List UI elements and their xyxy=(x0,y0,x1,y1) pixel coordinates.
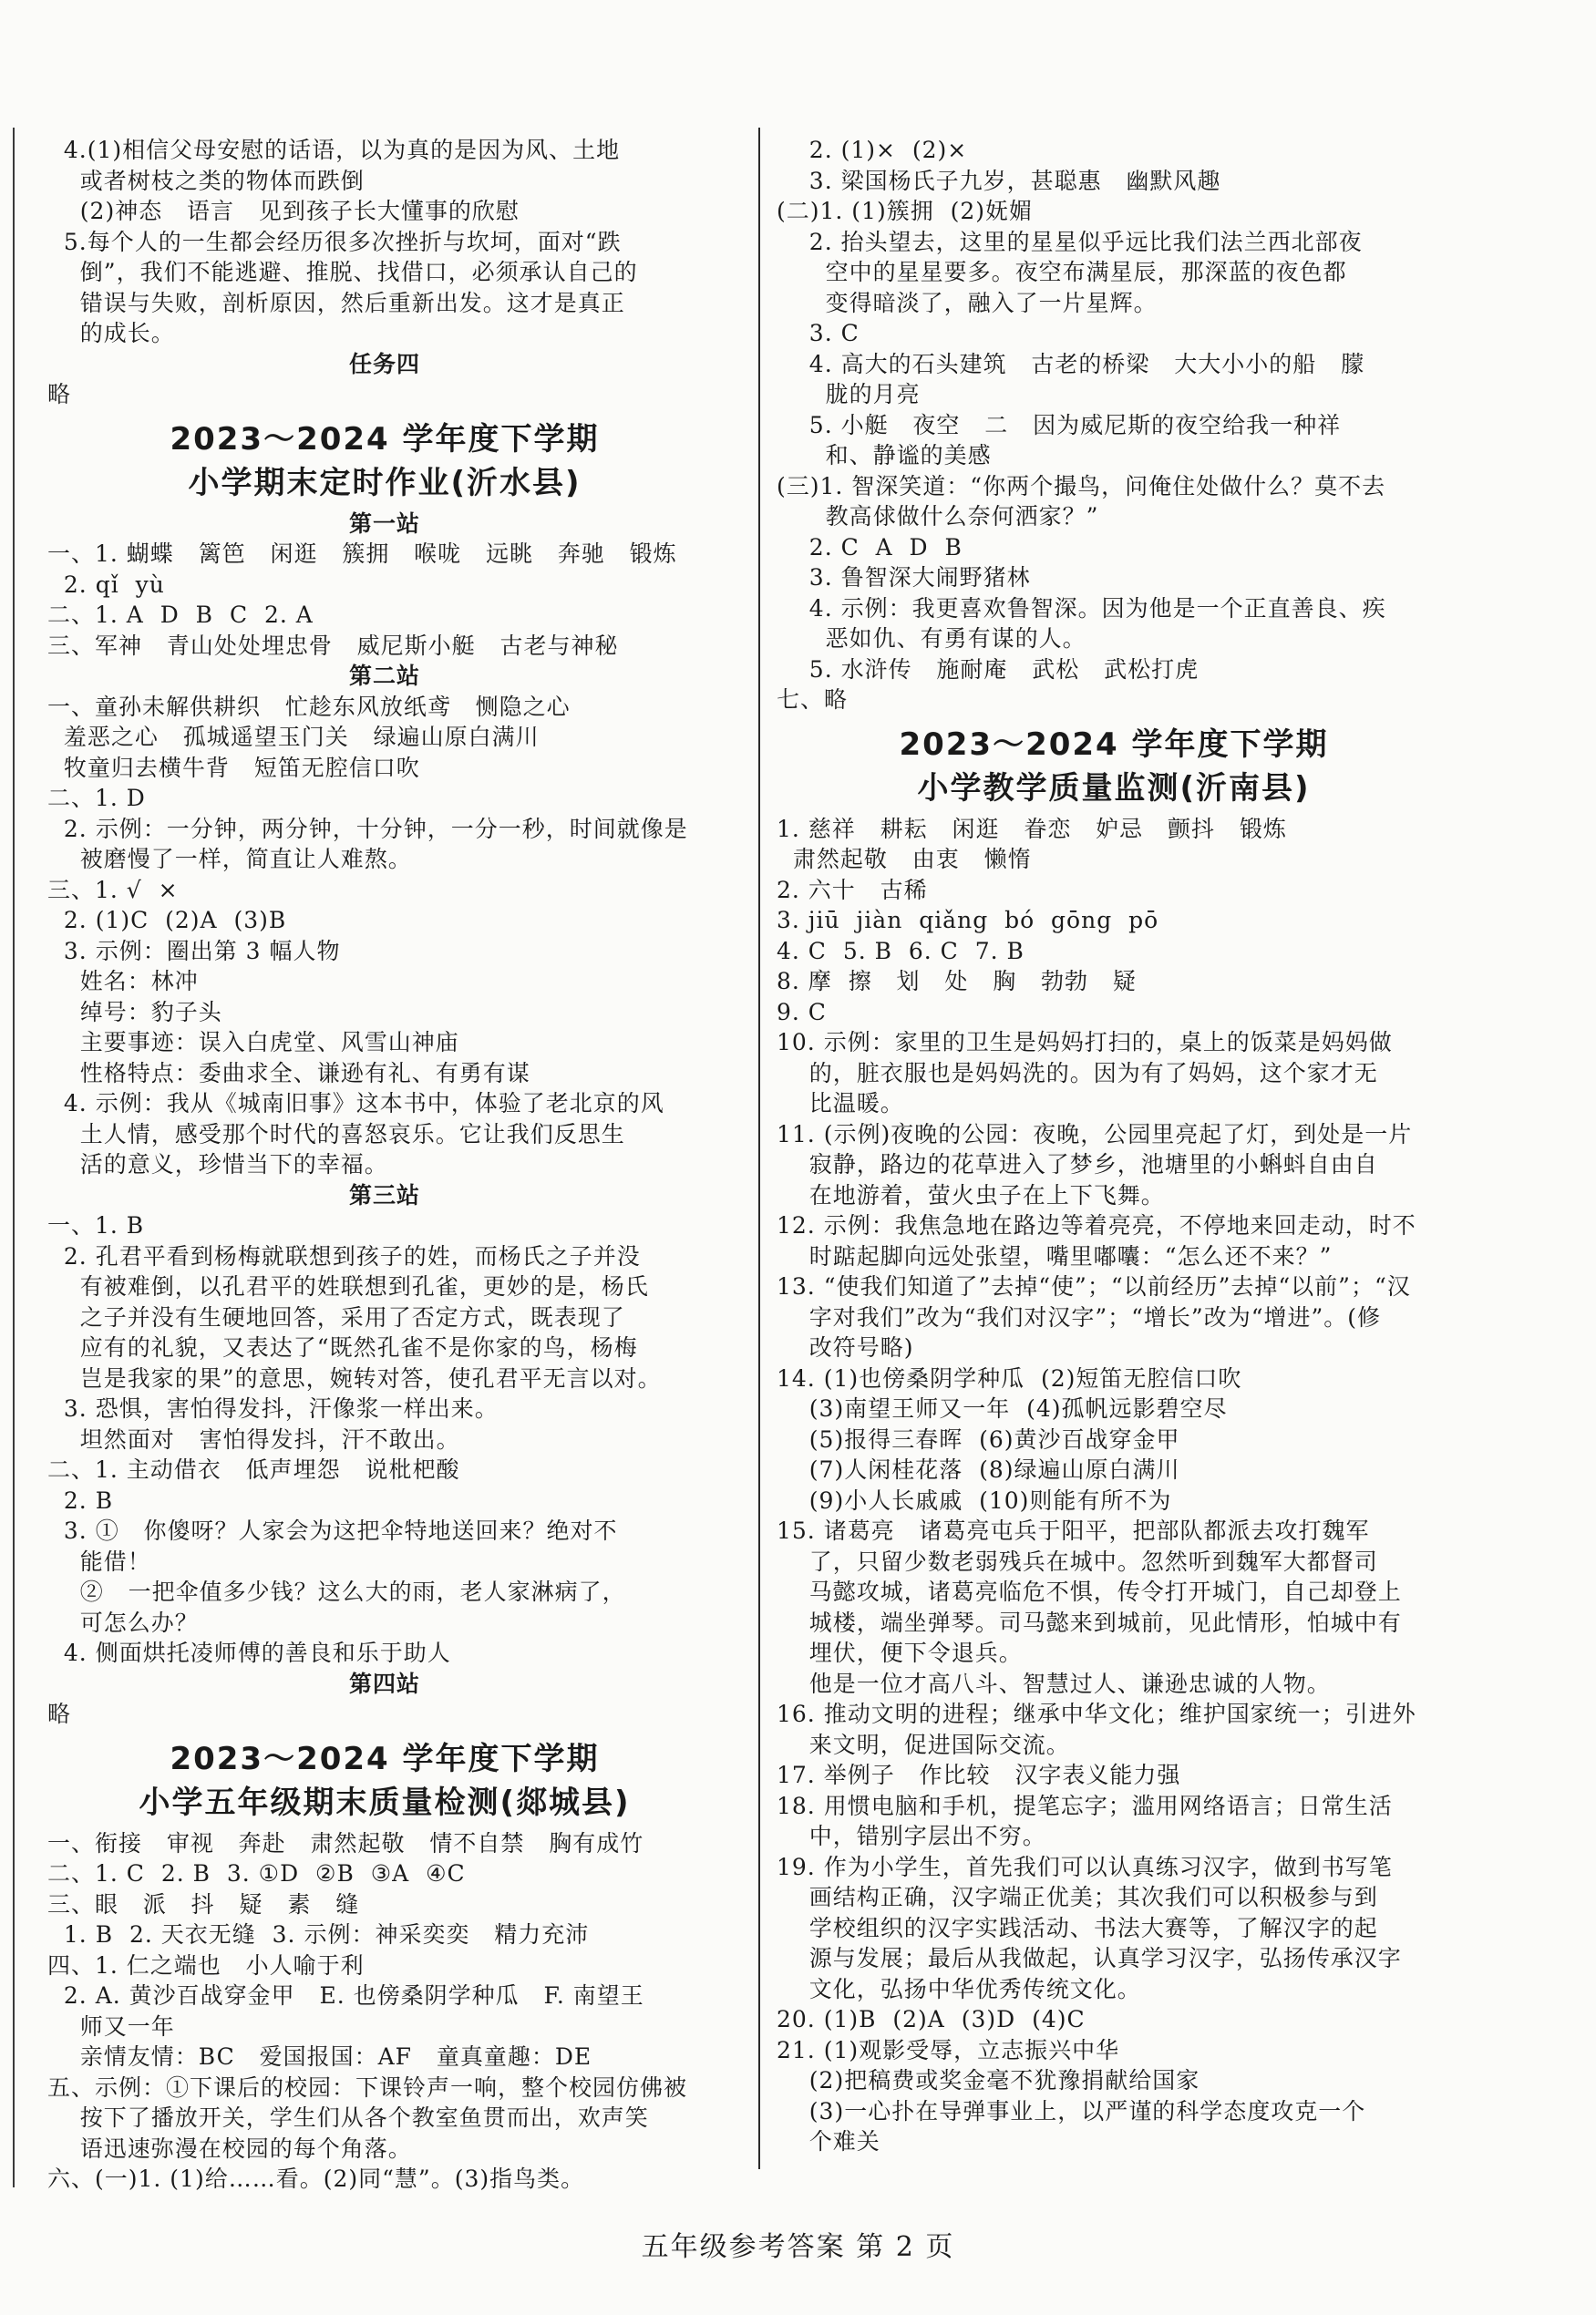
answer-line: 10. 示例：家里的卫生是妈妈打扫的，桌上的饭菜是妈妈做 xyxy=(777,1029,1393,1055)
answer-line: 一、衔接 审视 奔赴 肃然起敬 情不自禁 胸有成竹 xyxy=(47,1829,644,1857)
answer-line: 埋伏，便下令退兵。 xyxy=(777,1640,1023,1666)
answer-line: 个难关 xyxy=(777,2128,880,2155)
answer-line: 3. 示例：圈出第 3 幅人物 xyxy=(47,937,341,964)
answer-line: 在地游着，萤火虫子在上下飞舞。 xyxy=(777,1181,1165,1209)
answer-line: 12. 示例：我焦急地在路边等着亮亮，不停地来回走动，时不 xyxy=(777,1212,1416,1239)
answer-line: 1. B 2. 天衣无缝 3. 示例：神采奕奕 精力充沛 xyxy=(47,1921,590,1948)
answer-line: (2)神态 语言 见到孩子长大懂事的欣慰 xyxy=(47,198,520,224)
exam-subtitle: 小学五年级期末质量检测(郯城县) xyxy=(139,1784,631,1821)
answer-line: 21. (1)观影受辱，立志振兴中华 xyxy=(777,2036,1120,2063)
answer-line: 14. (1)也傍桑阴学种瓜 (2)短笛无腔信口吹 xyxy=(777,1364,1242,1392)
exam-subtitle: 小学教学质量监测(沂南县) xyxy=(917,769,1311,807)
answer-line: 坦然面对 害怕得发抖，汗不敢出。 xyxy=(47,1425,460,1453)
answer-line: 一、1. 蝴蝶 篱笆 闲逛 簇拥 喉咙 远眺 奔驰 锻炼 xyxy=(47,540,677,567)
exam-title: 2023～2024 学年度下学期 xyxy=(170,1740,600,1777)
exam-title: 2023～2024 学年度下学期 xyxy=(899,725,1329,763)
answer-line: 有被难倒，以孔君平的姓联想到孔雀，更妙的是，杨氏 xyxy=(47,1273,649,1300)
answer-line: 活的意义，珍惜当下的幸福。 xyxy=(47,1151,388,1178)
answer-line: 教高俅做什么奈何洒家？” xyxy=(777,503,1099,530)
answer-line: 二、1. 主动借衣 低声埋怨 说枇杷酸 xyxy=(47,1456,460,1483)
answer-line: (5)报得三春晖 (6)黄沙百战穿金甲 xyxy=(777,1425,1180,1453)
answer-line: 2. 示例：一分钟，两分钟，十分钟，一分一秒，时间就像是 xyxy=(47,815,688,842)
answer-line: 3. 鲁智深大闹野猪林 xyxy=(777,564,1031,591)
answer-line: 马懿攻城，诸葛亮临危不惧，传令打开城门，自己却登上 xyxy=(777,1579,1402,1605)
answer-line: 寂静，路边的花草进入了梦乡，池塘里的小蝌蚪自由自 xyxy=(777,1151,1378,1178)
answer-line: 错误与失败，剖析原因，然后重新出发。这才是真正 xyxy=(47,289,625,316)
answer-line: (二)1. (1)簇拥 (2)妩媚 xyxy=(777,198,1034,224)
answer-line: 倒”，我们不能逃避、推脱、找借口，必须承认自己的 xyxy=(47,259,638,285)
answer-line: 源与发展；最后从我做起，认真学习汉字，弘扬传承汉字 xyxy=(777,1945,1402,1971)
answer-line: 11. (示例)夜晚的公园：夜晚，公园里亮起了灯，到处是一片 xyxy=(777,1120,1413,1147)
answer-line: 性格特点：委曲求全、谦逊有礼、有勇有谋 xyxy=(47,1059,530,1086)
answer-line: 应有的礼貌，又表达了“既然孔雀不是你家的鸟，杨梅 xyxy=(47,1334,638,1361)
answer-line: 4.(1)相信父母安慰的话语，以为真的是因为风、土地 xyxy=(47,137,621,163)
answer-line: 土人情，感受那个时代的喜怒哀乐。它让我们反思生 xyxy=(47,1120,625,1147)
answer-line: 18. 用惯电脑和手机，提笔忘字；滥用网络语言；日常生活 xyxy=(777,1792,1393,1819)
answer-line: 一、童孙未解供耕织 忙趁东风放纸鸢 恻隐之心 xyxy=(47,693,571,720)
answer-line: 三、眼 派 抖 疑 素 缝 xyxy=(47,1890,360,1918)
answer-line: 恶如仇、有勇有谋的人。 xyxy=(777,625,1086,652)
answer-line: 3. jiū jiàn qiǎng bó gōng pō xyxy=(777,907,1159,933)
answer-line: 和、静谧的美感 xyxy=(777,442,992,468)
left-column xyxy=(47,135,722,2195)
answer-line: 5. 小艇 夜空 二 因为威尼斯的夜空给我一种祥 xyxy=(777,411,1342,438)
answer-line: 肃然起敬 由衷 懒惰 xyxy=(777,846,1032,872)
answer-line: 能借！ xyxy=(47,1548,151,1575)
answer-line: 二、1. C 2. B 3. ①D ②B ③A ④C xyxy=(47,1860,466,1887)
answer-line: 9. C xyxy=(777,998,827,1025)
answer-line: 四、1. 仁之端也 小人喻于利 xyxy=(47,1951,365,1979)
answer-line: (3)南望王师又一年 (4)孤帆远影碧空尽 xyxy=(777,1395,1228,1422)
answer-line: (2)把稿费或奖金毫不犹豫捐献给国家 xyxy=(777,2067,1200,2094)
answer-line: 三、1. √ × xyxy=(47,876,179,903)
answer-line: 文化，弘扬中华优秀传统文化。 xyxy=(777,1975,1141,2002)
answer-line: 字对我们”改为“我们对汉字”；“增长”改为“增进”。(修 xyxy=(777,1303,1382,1331)
answer-line: 姓名：林冲 xyxy=(47,968,199,994)
answer-line: 2. qǐ yù xyxy=(47,571,165,598)
answer-line: 三、军神 青山处处埋忠骨 威尼斯小艇 古老与神秘 xyxy=(47,632,619,659)
answer-line: 他是一位才高八斗、智慧过人、谦逊忠诚的人物。 xyxy=(777,1670,1331,1697)
answer-line: 2. (1)× (2)× xyxy=(777,137,968,163)
answer-line: 2. 抬头望去，这里的星星似乎远比我们法兰西北部夜 xyxy=(777,228,1363,255)
answer-line: 二、1. D xyxy=(47,785,146,811)
answer-line: 2. 孔君平看到杨梅就联想到孩子的姓，而杨氏之子并没 xyxy=(47,1242,641,1270)
answer-line: 被磨慢了一样，简直让人难熬。 xyxy=(47,846,412,872)
answer-line: 了，只留少数老弱残兵在城中。忽然听到魏军大都督司 xyxy=(777,1548,1378,1575)
section-heading: 第二站 xyxy=(348,663,420,689)
answer-line: 学校组织的汉字实践活动、书法大赛等，了解汉字的起 xyxy=(777,1914,1378,1941)
section-heading: 任务四 xyxy=(348,350,420,377)
answer-line: 2. C A D B xyxy=(777,533,963,561)
page-edge-line xyxy=(13,128,15,2187)
answer-line: 羞恶之心 孤城遥望玉门关 绿遍山原白满川 xyxy=(47,724,540,750)
answer-line: ② 一把伞值多少钱？这么大的雨，老人家淋病了， xyxy=(47,1579,626,1605)
answer-line: 牧童归去横牛背 短笛无腔信口吹 xyxy=(47,754,420,781)
answer-line: 3. ① 你傻呀？人家会为这把伞特地送回来？绝对不 xyxy=(47,1518,618,1544)
answer-line: 或者树枝之类的物体而跌倒 xyxy=(47,167,365,194)
answer-line: 1. 慈祥 耕耘 闲逛 眷恋 妒忌 颤抖 锻炼 xyxy=(777,815,1287,842)
answer-line: 17. 举例子 作比较 汉字表义能力强 xyxy=(777,1762,1181,1788)
answer-line: 胧的月亮 xyxy=(777,381,921,407)
answer-line: (9)小人长戚戚 (10)则能有所不为 xyxy=(777,1487,1172,1514)
section-heading: 第一站 xyxy=(348,509,420,537)
answer-line: 绰号：豹子头 xyxy=(47,998,222,1025)
answer-line: 变得暗淡了，融入了一片星辉。 xyxy=(777,289,1158,316)
answer-line: 改符号略) xyxy=(777,1334,914,1361)
answer-line: 按下了播放开关，学生们从各个教室鱼贯而出，欢声笑 xyxy=(47,2104,649,2131)
answer-line: 语迅速弥漫在校园的每个角落。 xyxy=(47,2135,412,2162)
answer-line: 空中的星星要多。夜空布满星辰，那深蓝的夜色都 xyxy=(777,259,1347,285)
answer-line: 的成长。 xyxy=(47,320,175,346)
answer-line: 4. C 5. B 6. C 7. B xyxy=(777,937,1025,964)
answer-line: 2. (1)C (2)A (3)B xyxy=(47,907,287,933)
answer-line: 16. 推动文明的进程；继承中华文化；维护国家统一；引进外 xyxy=(777,1701,1416,1727)
answer-line: 4. 侧面烘托凌师傅的善良和乐于助人 xyxy=(47,1640,451,1666)
answer-line: 3. 恐惧，害怕得发抖，汗像浆一样出来。 xyxy=(47,1395,499,1422)
answer-line: 二、1. A D B C 2. A xyxy=(47,602,314,628)
answer-line: 五、示例：①下课后的校园：下课铃声一响，整个校园仿佛被 xyxy=(47,2073,688,2101)
answer-line: 8. 摩 擦 划 处 胸 勃勃 疑 xyxy=(777,968,1137,994)
answer-line: 4. 示例：我更喜欢鲁智深。因为他是一个正直善良、疾 xyxy=(777,594,1386,622)
answer-line: 城楼，端坐弹琴。司马懿来到城前，见此情形，怕城中有 xyxy=(777,1609,1402,1636)
answer-line: 略 xyxy=(47,1701,72,1727)
answer-line: 师又一年 xyxy=(47,2012,175,2040)
answer-line: (3)一心扑在导弹事业上，以严谨的科学态度攻克一个 xyxy=(777,2097,1366,2125)
answer-line: 3. C xyxy=(777,320,860,346)
answer-line: 4. 示例：我从《城南旧事》这本书中，体验了老北京的风 xyxy=(47,1090,664,1116)
answer-line: 2. A. 黄沙百战穿金甲 E. 也傍桑阴学种瓜 F. 南望王 xyxy=(47,1982,644,2009)
answer-line: 比温暖。 xyxy=(777,1090,904,1116)
answer-line: 的，脏衣服也是妈妈洗的。因为有了妈妈，这个家才无 xyxy=(777,1059,1378,1086)
answer-line: 亲情友情：BC 爱国报国：AF 童真童趣：DE xyxy=(47,2043,592,2070)
answer-line: 5.每个人的一生都会经历很多次挫折与坎坷，面对“跌 xyxy=(47,228,622,255)
answer-line: 13. “使我们知道了”去掉“使”；“以前经历”去掉“以前”；“汉 xyxy=(777,1273,1411,1300)
exam-subtitle: 小学期末定时作业(沂水县) xyxy=(188,464,582,501)
answer-line: 2. B xyxy=(47,1487,114,1514)
section-heading: 第四站 xyxy=(348,1670,420,1697)
answer-line: 20. (1)B (2)A (3)D (4)C xyxy=(777,2006,1086,2032)
column-divider xyxy=(758,128,760,2169)
answer-line: 3. 梁国杨氏子九岁，甚聪惠 幽默风趣 xyxy=(777,167,1221,194)
answer-line: 可怎么办？ xyxy=(47,1609,199,1636)
answer-line: (三)1. 智深笑道：“你两个撮鸟，问俺住处做什么？莫不去 xyxy=(777,472,1386,499)
answer-line: 岂是我家的果”的意思，婉转对答，使孔君平无言以对。 xyxy=(47,1364,662,1392)
answer-line: 2. 六十 古稀 xyxy=(777,876,928,903)
answer-line: 七、略 xyxy=(777,686,849,713)
answer-line: 15. 诸葛亮 诸葛亮屯兵于阳平，把部队都派去攻打魏军 xyxy=(777,1518,1370,1544)
answer-line: 六、(一)1. (1)给……看。(2)同“慧”。(3)指鸟类。 xyxy=(47,2166,585,2192)
answer-line: 5. 水浒传 施耐庵 武松 武松打虎 xyxy=(777,655,1200,683)
answer-line: 一、1. B xyxy=(47,1212,145,1239)
page-footer: 五年级参考答案 第 2 页 xyxy=(641,2231,955,2263)
answer-line: 19. 作为小学生，首先我们可以认真练习汉字，做到书写笔 xyxy=(777,1853,1393,1880)
right-column xyxy=(777,135,1451,2157)
answer-line: 时踮起脚向远处张望，嘴里嘟囔：“怎么还不来？” xyxy=(777,1242,1333,1270)
answer-line: 主要事迹：误入白虎堂、风雪山神庙 xyxy=(47,1029,459,1055)
exam-title: 2023～2024 学年度下学期 xyxy=(170,420,600,458)
answer-line: 略 xyxy=(47,381,72,407)
answer-line: 之子并没有生硬地回答，采用了否定方式，既表现了 xyxy=(47,1303,625,1331)
answer-line: 来文明，促进国际交流。 xyxy=(777,1731,1070,1758)
answer-line: 4. 高大的石头建筑 古老的桥梁 大大小小的船 朦 xyxy=(777,350,1365,377)
answer-line: 中，错别字层出不穷。 xyxy=(777,1823,1046,1849)
answer-line: (7)人闲桂花落 (8)绿遍山原白满川 xyxy=(777,1456,1180,1483)
section-heading: 第三站 xyxy=(348,1181,420,1209)
answer-line: 画结构正确，汉字端正优美；其次我们可以积极参与到 xyxy=(777,1884,1378,1910)
